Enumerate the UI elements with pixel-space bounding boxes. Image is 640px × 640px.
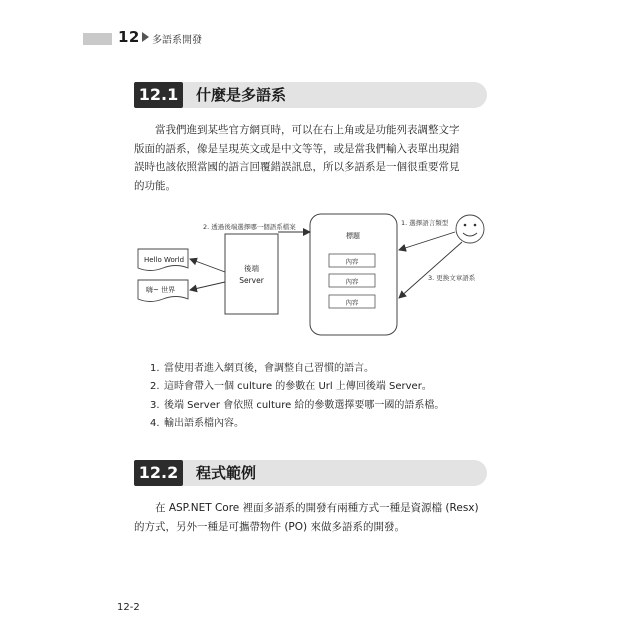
content-label: 內容 (345, 277, 359, 286)
paragraph-line: 誤時也該依照當國的語言回覆錯誤訊息，所以多語系是一個很重要常見 (134, 161, 460, 173)
list-item: 3. 後端 Server 會依照 culture 給的參數選擇要哪一國的語系檔。 (150, 399, 445, 411)
section-title: 程式範例 (196, 464, 257, 482)
steps-list (150, 360, 480, 434)
step2-label: 2. 透過後端選擇哪一個語系檔案 (203, 223, 296, 231)
paragraph-line: 在 ASP.NET Core 裡面多語系的開發有兩種方式一種是資源檔 (Resx) (155, 502, 479, 514)
paragraph-line: 的功能。 (134, 179, 176, 192)
backend-label-line2: Server (239, 276, 264, 285)
step3-label: 3. 更換文章語系 (428, 274, 476, 282)
section-number: 12.2 (134, 460, 183, 486)
content-label: 內容 (345, 257, 359, 266)
hi-world-text: 嗨~ 世界 (146, 286, 176, 294)
page-number: 12-2 (117, 602, 140, 613)
section-title: 什麼是多語系 (196, 86, 287, 104)
chapter-number: 12 (118, 28, 140, 46)
paragraph-line: 當我們進到某些官方網頁時，可以在右上角或是功能列表調整文字 (155, 124, 460, 136)
arrow-server-to-hi (190, 282, 225, 290)
list-item: 1. 當使用者進入網頁後，會調整自己習慣的語言。 (150, 363, 374, 374)
section-heading-12-2 (134, 460, 487, 486)
arrow-user-to-page (399, 232, 455, 250)
arrow-page-update (399, 242, 462, 298)
paragraph-line: 的方式，另外一種是可攜帶物件 (PO) 來做多語系的開發。 (134, 520, 405, 533)
paragraph-line: 版面的語系，像是呈現英文或是中文等等，或是當我們輸入表單出現錯 (134, 142, 460, 155)
section-number: 12.1 (134, 82, 183, 108)
backend-label-line1: 後端 (244, 264, 259, 273)
hello-world-text: Hello World (144, 256, 185, 264)
section2-paragraph (134, 499, 490, 536)
webpage-title-label: 標題 (346, 232, 360, 240)
chapter-title: 多語系開發 (152, 35, 202, 46)
backend-server-box (225, 234, 278, 314)
arrow-server-to-hello (190, 259, 225, 272)
list-item: 2. 這時會帶入一個 culture 的參數在 Url 上傳回後端 Server。 (150, 381, 432, 393)
list-item: 4. 輸出語系檔內容。 (150, 418, 244, 430)
step1-label: 1. 選擇語言類型 (401, 219, 449, 227)
user-smiley-icon (456, 215, 484, 243)
content-label: 內容 (345, 298, 359, 307)
